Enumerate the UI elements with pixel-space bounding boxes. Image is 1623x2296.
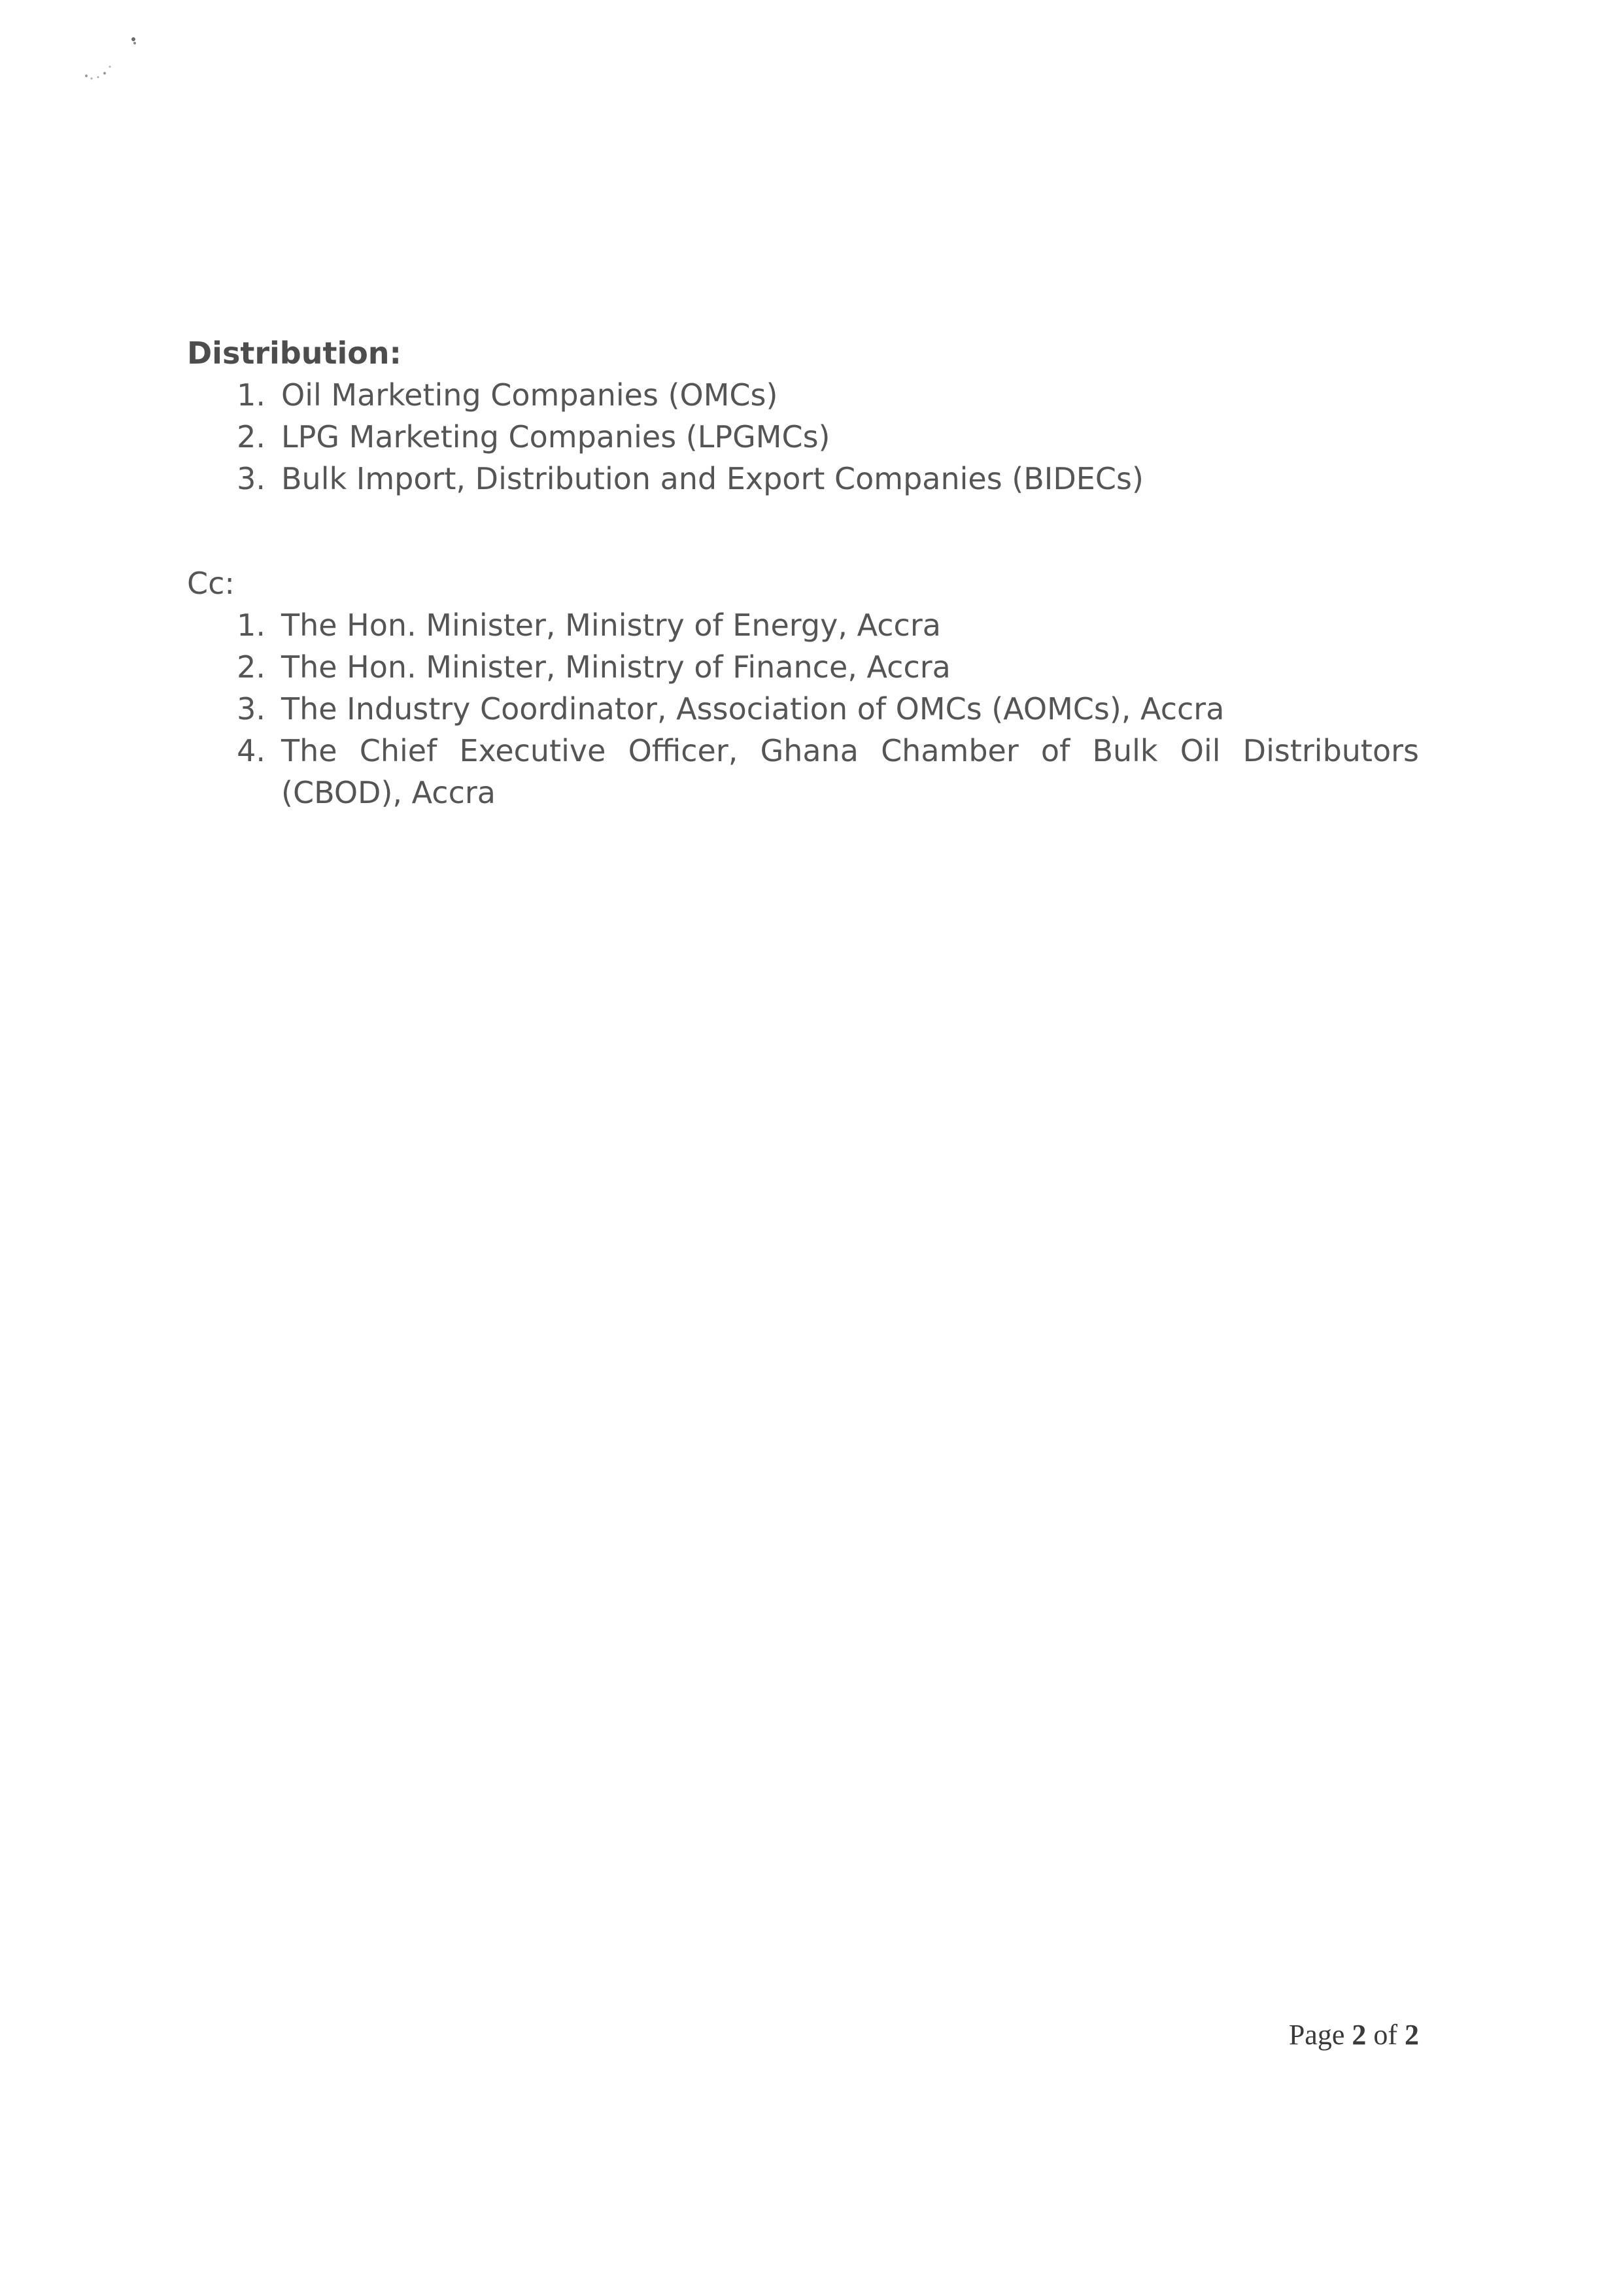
list-item: [187, 604, 1419, 646]
list-item-number: 1.: [237, 608, 265, 643]
distribution-heading: Distribution:: [187, 335, 401, 371]
list-item: [187, 688, 1419, 730]
list-item: [187, 646, 1419, 688]
page-number-footer: [1229, 2017, 1419, 2053]
list-item-text: The Hon. Minister, Ministry of Finance, Accra: [281, 649, 951, 685]
current-page-number: 2: [1352, 2019, 1367, 2051]
of-word: of: [1373, 2019, 1397, 2051]
page-word: Page: [1288, 2019, 1345, 2051]
total-pages-number: 2: [1405, 2019, 1419, 2051]
list-item-text: The Industry Coordinator, Association of OMCs (AOMCs), Accra: [281, 691, 1225, 727]
list-item-text: The Chief Executive Officer, Ghana Chamber of Bulk Oil Distributors (CBOD), Accra: [281, 733, 1419, 810]
cc-list: [187, 604, 1419, 814]
list-item-number: 3.: [237, 461, 265, 496]
list-item-number: 1.: [237, 377, 265, 413]
list-item-number: 3.: [237, 691, 265, 727]
cc-heading: Cc:: [187, 566, 235, 601]
list-item-text: LPG Marketing Companies (LPGMCs): [281, 419, 830, 454]
distribution-list: [187, 374, 1419, 500]
list-item: [187, 416, 1419, 458]
list-item: [187, 458, 1419, 500]
document-body: [187, 332, 1419, 814]
list-item-number: 4.: [237, 733, 265, 768]
list-item-text: Oil Marketing Companies (OMCs): [281, 377, 778, 413]
list-item: [187, 730, 1419, 814]
list-item-number: 2.: [237, 649, 265, 685]
cc-section: [187, 562, 1419, 814]
scan-specks: [39, 26, 157, 92]
list-item: [187, 374, 1419, 416]
list-item-number: 2.: [237, 419, 265, 454]
list-item-text: Bulk Import, Distribution and Export Companies (BIDECs): [281, 461, 1144, 496]
distribution-section: [187, 332, 1419, 500]
list-item-text: The Hon. Minister, Ministry of Energy, Accra: [281, 608, 941, 643]
